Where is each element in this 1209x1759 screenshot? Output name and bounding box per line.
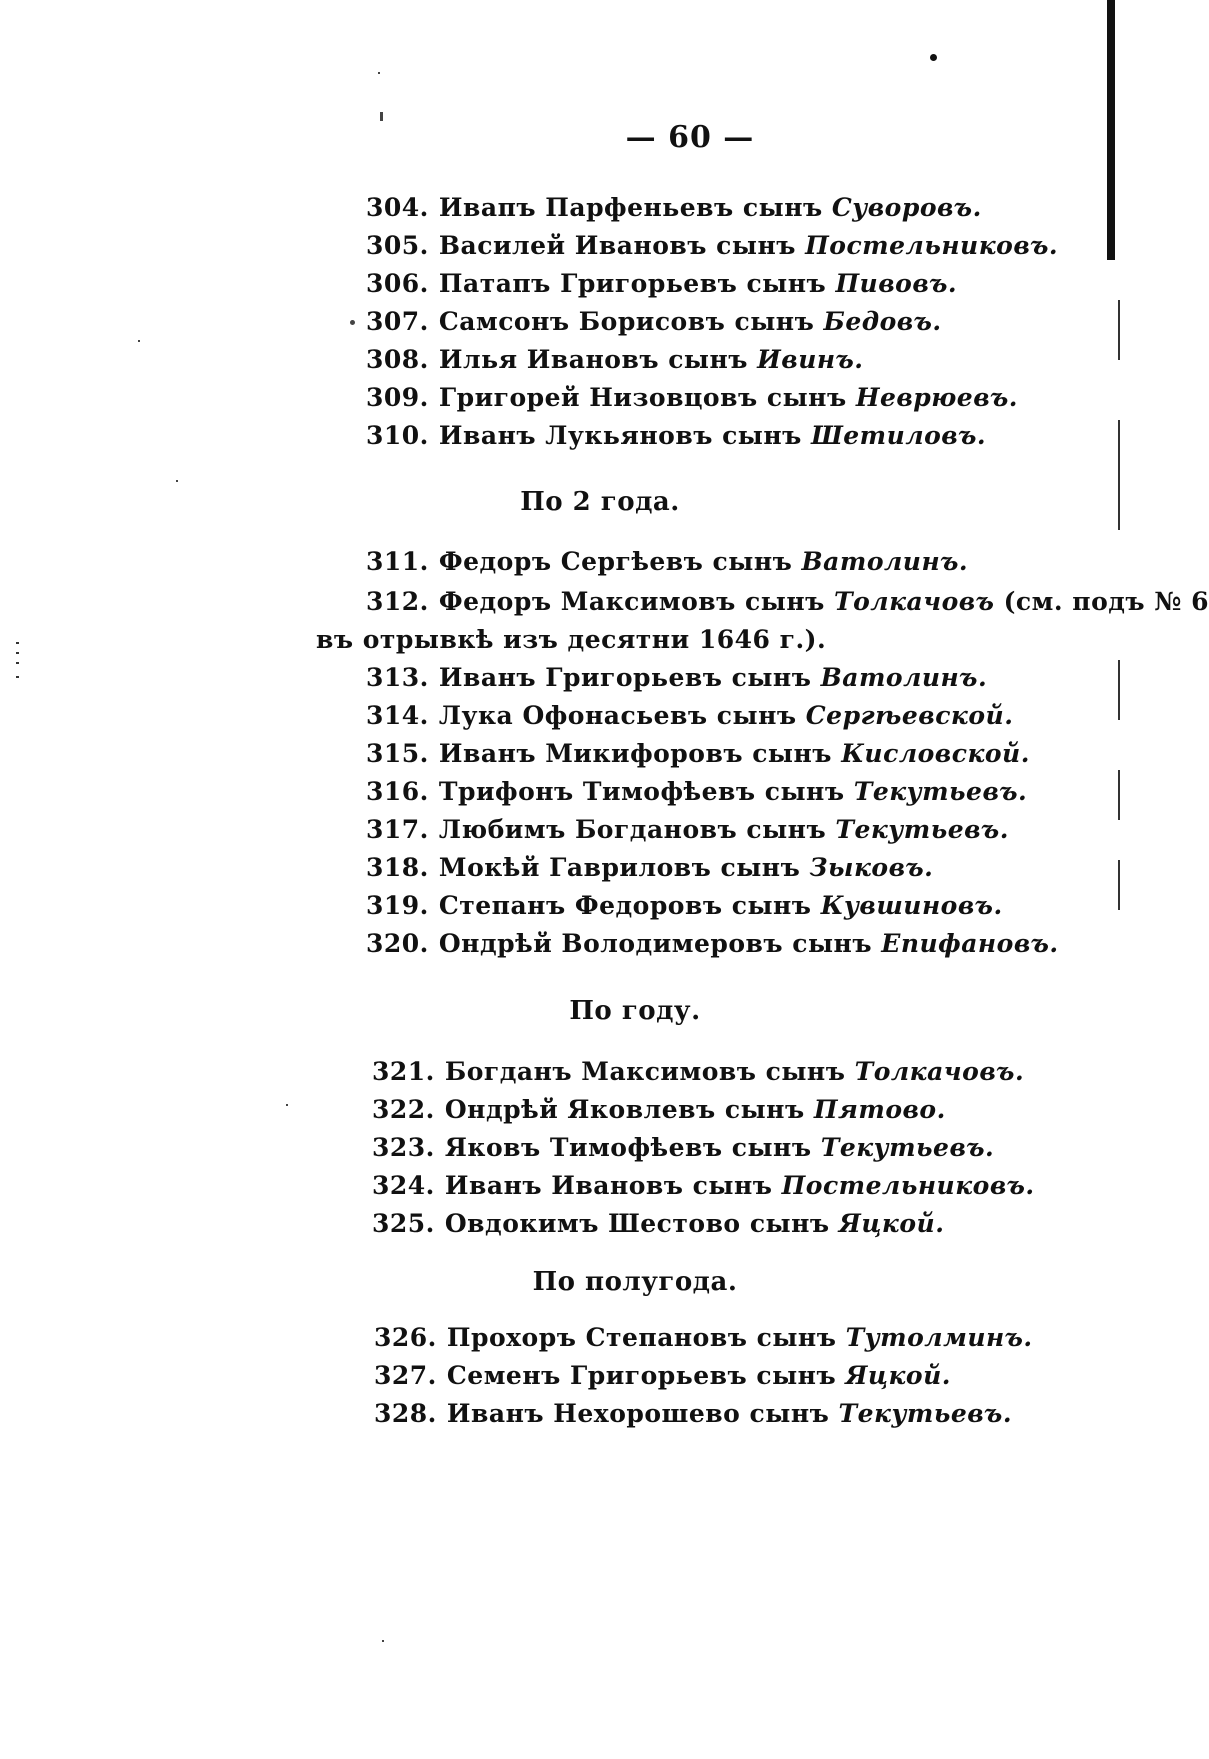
- section-heading: По году.: [569, 996, 701, 1026]
- list-item: 309. Григорей Низовцовъ сынъ Неврюевъ.: [366, 383, 1019, 412]
- list-item: 311. Федоръ Сергѣевъ сынъ Ватолинъ.: [366, 547, 969, 576]
- page-number: — 60 —: [625, 120, 755, 155]
- ink-speck: [380, 112, 383, 121]
- page-edge-line: [1118, 300, 1120, 360]
- list-item: 328. Иванъ Нехорошево сынъ Текутьевъ.: [374, 1399, 1013, 1428]
- list-item: 325. Овдокимъ Шестово сынъ Яцкой.: [372, 1209, 945, 1238]
- list-item: 307. Самсонъ Борисовъ сынъ Бедовъ.: [366, 307, 942, 336]
- list-item: 306. Патапъ Григорьевъ сынъ Пивовъ.: [366, 269, 958, 298]
- ink-speck: [16, 676, 19, 678]
- ink-speck: [286, 1104, 288, 1106]
- list-item: 310. Иванъ Лукьяновъ сынъ Шетиловъ.: [366, 421, 987, 450]
- list-item: 313. Иванъ Григорьевъ сынъ Ватолинъ.: [366, 663, 988, 692]
- list-item: 320. Ондрѣй Володимеровъ сынъ Епифановъ.: [366, 929, 1059, 958]
- list-item: 318. Мокѣй Гавриловъ сынъ Зыковъ.: [366, 853, 934, 882]
- page-edge-shadow: [1107, 0, 1115, 260]
- page-edge-line: [1118, 860, 1120, 910]
- page-edge-line: [1118, 770, 1120, 820]
- list-item: 322. Ондрѣй Яковлевъ сынъ Пятово.: [372, 1095, 946, 1124]
- list-item: 319. Степанъ Федоровъ сынъ Кувшиновъ.: [366, 891, 1003, 920]
- ink-speck: [16, 642, 19, 644]
- list-item: 327. Семенъ Григорьевъ сынъ Яцкой.: [374, 1361, 951, 1390]
- section-heading: По полугода.: [532, 1267, 738, 1297]
- list-item: 321. Богданъ Максимовъ сынъ Толкачовъ.: [372, 1057, 1025, 1086]
- list-item: 326. Прохоръ Степановъ сынъ Тутолминъ.: [374, 1323, 1033, 1352]
- ink-speck: [378, 72, 380, 74]
- ink-speck: [382, 1640, 384, 1642]
- list-item: 316. Трифонъ Тимофѣевъ сынъ Текутьевъ.: [366, 777, 1028, 806]
- list-item: 324. Иванъ Ивановъ сынъ Постельниковъ.: [372, 1171, 1035, 1200]
- ink-speck: [350, 320, 355, 325]
- list-item: 315. Иванъ Микифоровъ сынъ Кисловской.: [366, 739, 1030, 768]
- section-heading: По 2 года.: [520, 487, 680, 517]
- ink-speck: [138, 340, 140, 342]
- ink-spot: [930, 54, 937, 61]
- list-item-continuation: въ отрывкѣ изъ десятни 1646 г.).: [316, 625, 827, 654]
- list-item: 314. Лука Офонасьевъ сынъ Сергѣевской.: [366, 701, 1014, 730]
- list-item: 317. Любимъ Богдановъ сынъ Текутьевъ.: [366, 815, 1009, 844]
- list-item: 323. Яковъ Тимофѣевъ сынъ Текутьевъ.: [372, 1133, 995, 1162]
- list-item: 312. Федоръ Максимовъ сынъ Толкачовъ (см. подъ № 6: [366, 587, 1209, 616]
- list-item: 305. Василей Ивановъ сынъ Постельниковъ.: [366, 231, 1059, 260]
- list-item: 304. Ивапъ Парфеньевъ сынъ Суворовъ.: [366, 193, 982, 222]
- list-item: 308. Илья Ивановъ сынъ Ивинъ.: [366, 345, 864, 374]
- ink-speck: [16, 662, 19, 664]
- ink-speck: [16, 652, 19, 654]
- page-edge-line: [1118, 660, 1120, 720]
- ink-speck: [176, 480, 178, 482]
